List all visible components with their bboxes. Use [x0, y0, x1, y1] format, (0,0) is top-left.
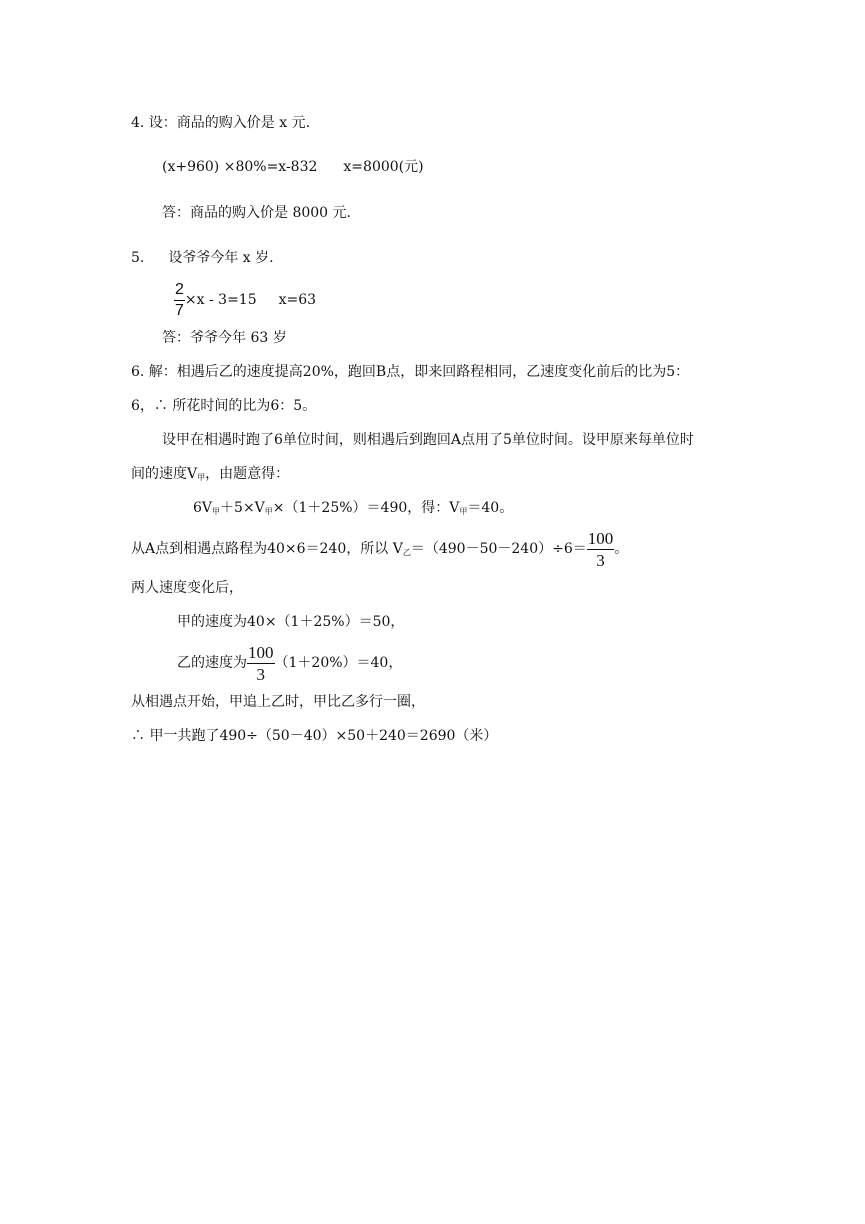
q6-after-change	[131, 578, 243, 598]
q6-yi-speed	[177, 640, 402, 686]
q6-yi-speed-fraction	[247, 644, 275, 683]
q6-distance-subscript: 乙	[402, 548, 411, 557]
q6-yi-fraction-numerator: 100	[248, 642, 274, 662]
q6-distance-fraction	[587, 530, 615, 569]
q6-line-4	[131, 464, 289, 488]
q4-equation-solution: x=8000(元)	[343, 159, 424, 175]
q6-distance-text: 从A点到相遇点路程为40×6＝240，所以 V	[131, 541, 403, 557]
q4-answer	[162, 203, 351, 223]
q6-line-3-text: 设甲在相遇时跑了6单位时间，则相遇后到跑回A点用了5单位时间。设甲原来每单位时	[162, 432, 694, 448]
q6-eq1-part-a: 6V	[193, 500, 213, 516]
q6-line-4-text: 间的速度V	[131, 466, 198, 482]
q4-equation-left: (x+960) ×80%=x-832	[162, 159, 318, 175]
q6-total-text: ∴ 甲一共跑了490÷（50－40）×50＋240＝2690（米）	[131, 728, 498, 744]
q5-fraction-numerator: 2	[174, 282, 185, 301]
q5-fraction	[174, 282, 185, 319]
q4-setup-text: 4. 设：商品的购入价是 x 元.	[131, 115, 311, 131]
q5-equation	[174, 280, 316, 320]
q5-answer	[162, 328, 287, 348]
q6-eq1-subscript-2: 甲	[264, 507, 273, 516]
q5-equation-rest: ×x - 3=15	[184, 292, 257, 308]
q6-line-2	[131, 396, 316, 416]
q6-line-2-text: 6，∴ 所花时间的比为6：5。	[131, 398, 317, 414]
q5-setup-text: 设爷爷今年 x 岁.	[168, 250, 274, 266]
q6-yi-speed-label: 乙的速度为	[177, 655, 247, 671]
q6-distance-fraction-denominator: 3	[596, 550, 605, 570]
q6-line-1-text: 6. 解：相遇后乙的速度提高20%，跑回B点，即来回路程相同，乙速度变化前后的比为5：	[131, 364, 690, 380]
q6-line-4-end: ，由题意得：	[205, 466, 290, 482]
q6-line-4-subscript: 甲	[197, 473, 206, 482]
q6-distance-line	[131, 526, 628, 576]
q6-eq1-part-d: ＝40。	[467, 500, 514, 516]
q6-after-change-text: 两人速度变化后，	[131, 580, 243, 596]
q4-equation	[162, 157, 424, 177]
q5-equation-solution: x=63	[278, 292, 317, 308]
q5-fraction-denominator: 7	[175, 301, 184, 319]
q6-eq1-subscript-3: 甲	[459, 507, 468, 516]
q6-eq1-subscript-1: 甲	[212, 507, 221, 516]
q6-yi-speed-rest: （1＋20%）＝40，	[274, 655, 403, 671]
q6-jia-speed	[177, 612, 404, 632]
q6-distance-expression: ＝（490－50－240）÷6＝	[410, 541, 587, 557]
q4-answer-text: 答：商品的购入价是 8000 元.	[162, 205, 351, 221]
q6-eq1-part-b: ＋5×V	[220, 500, 265, 516]
q6-distance-fraction-numerator: 100	[587, 528, 614, 548]
q6-yi-fraction-denominator: 3	[256, 664, 265, 684]
q6-eq1-part-c: ×（1＋25%）＝490，得：V	[272, 500, 460, 516]
q5-setup	[131, 248, 274, 268]
q6-chase-text: 从相遇点开始，甲追上乙时，甲比乙多行一圈，	[131, 694, 425, 710]
q6-total	[131, 726, 497, 746]
q6-jia-speed-text: 甲的速度为40×（1＋25%）＝50，	[177, 614, 405, 630]
q6-line-3	[162, 430, 694, 450]
q6-distance-end: 。	[614, 541, 629, 557]
q6-equation-1	[193, 498, 513, 522]
q5-number: 5.	[131, 250, 145, 266]
q6-chase	[131, 692, 425, 712]
q4-setup	[131, 113, 310, 133]
q6-line-1	[131, 362, 689, 382]
q5-answer-text: 答：爷爷今年 63 岁	[162, 330, 287, 346]
